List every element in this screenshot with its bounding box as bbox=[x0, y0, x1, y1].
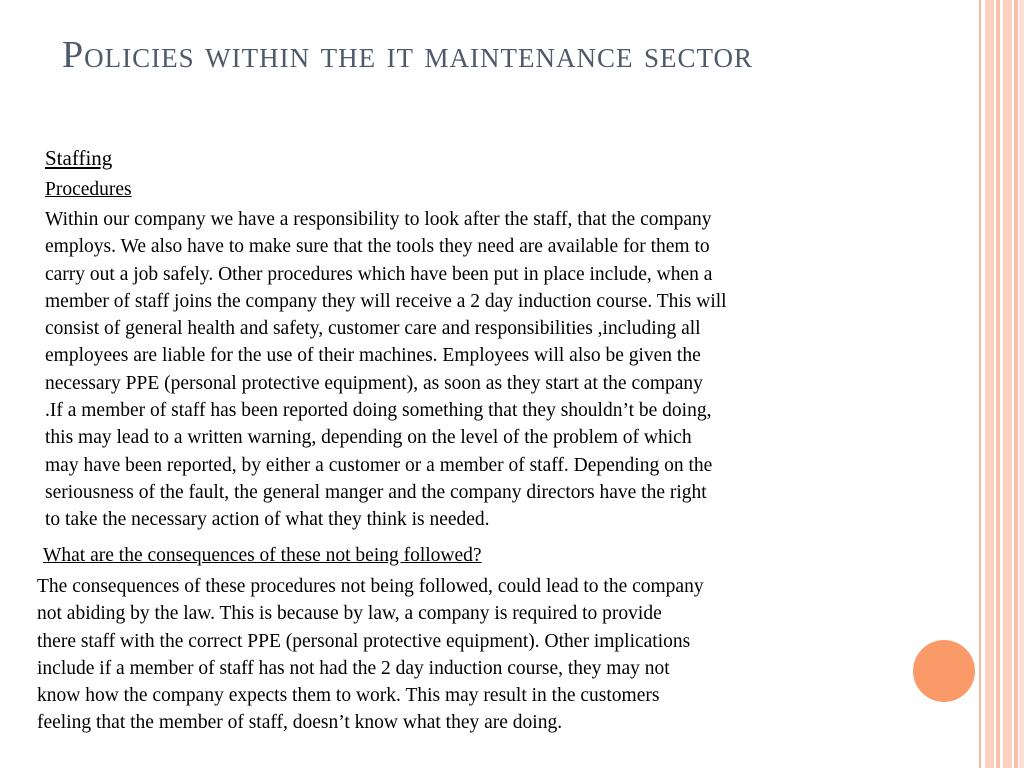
decorative-stripe bbox=[1014, 0, 1018, 768]
procedures-heading: Procedures bbox=[45, 179, 132, 200]
paragraph-line: know how the company expects them to work. This may result in the customers bbox=[37, 685, 660, 707]
decorative-stripe bbox=[985, 0, 994, 768]
paragraph-line: necessary PPE (personal protective equipment), as soon as they start at the company bbox=[45, 372, 703, 394]
consequences-paragraph bbox=[37, 573, 932, 737]
procedures-paragraph bbox=[45, 206, 957, 534]
consequences-heading: What are the consequences of these not being followed? bbox=[43, 545, 482, 566]
paragraph-line: carry out a job safely. Other procedures which have been put in place include, when a bbox=[45, 263, 713, 285]
decorative-stripe bbox=[1019, 0, 1024, 768]
decorative-stripe bbox=[1003, 0, 1012, 768]
paragraph-line: include if a member of staff has not had the 2 day induction course, they may not bbox=[37, 657, 670, 679]
paragraph-line: member of staff joins the company they will receive a 2 day induction course. This will bbox=[45, 290, 727, 312]
paragraph-line: consist of general health and safety, customer care and responsibilities ,including all bbox=[45, 318, 701, 340]
decorative-circle bbox=[913, 640, 975, 702]
paragraph-line: may have been reported, by either a customer or a member of staff. Depending on the bbox=[45, 454, 713, 476]
slide-title: Policies within the it maintenance sector bbox=[62, 34, 754, 76]
paragraph-line: there staff with the correct PPE (personal protective equipment). Other implications bbox=[37, 630, 691, 652]
paragraph-line: feeling that the member of staff, doesn’t know what they are doing. bbox=[37, 712, 563, 734]
decorative-stripe bbox=[979, 0, 981, 768]
paragraph-line: not abiding by the law. This is because by law, a company is required to provide bbox=[37, 603, 662, 625]
decorative-stripe bbox=[996, 0, 1000, 768]
paragraph-line: .If a member of staff has been reported doing something that they shouldn’t be doing, bbox=[45, 400, 712, 422]
paragraph-line: this may lead to a written warning, depending on the level of the problem of which bbox=[45, 427, 692, 449]
paragraph-line: Within our company we have a responsibility to look after the staff, that the company bbox=[45, 209, 712, 230]
paragraph-line: to take the necessary action of what they think is needed. bbox=[45, 509, 490, 531]
staffing-heading: Staffing bbox=[45, 146, 113, 170]
paragraph-line: employees are liable for the use of their machines. Employees will also be given the bbox=[45, 345, 701, 367]
paragraph-line: employs. We also have to make sure that the tools they need are available for them to bbox=[45, 236, 710, 258]
paragraph-line: The consequences of these procedures not being followed, could lead to the company bbox=[37, 576, 704, 597]
paragraph-line: seriousness of the fault, the general manger and the company directors have the right bbox=[45, 481, 707, 503]
